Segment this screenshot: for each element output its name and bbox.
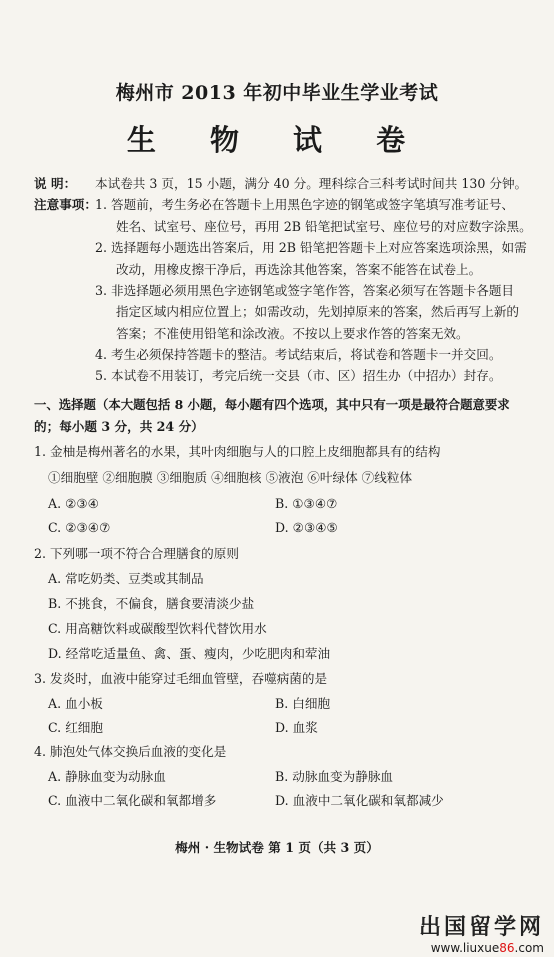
question-1-option-c: C. ②③④⑦ bbox=[48, 520, 111, 535]
instructions-label: 说 明： bbox=[34, 176, 77, 191]
exam-subject-title: 生 物 试 卷 bbox=[126, 123, 428, 157]
question-3-stem: 3. 发炎时，血液中能穿过毛细血管壁，吞噬病菌的是 bbox=[34, 671, 328, 686]
question-4-option-c: C. 血液中二氧化碳和氧都增多 bbox=[48, 793, 217, 808]
question-3-option-a: A. 血小板 bbox=[48, 696, 103, 711]
note-line: 改动，用橡皮擦干净后，再选涂其他答案，答案不能答在试卷上。 bbox=[116, 262, 482, 277]
note-line: 3. 非选择题必须用黑色字迹钢笔或签字笔作答，答案必须写在答题卡各题目 bbox=[95, 283, 515, 298]
question-2-option-b: B. 不挑食，不偏食，膳食要清淡少盐 bbox=[48, 596, 255, 611]
question-2-stem: 2. 下列哪一项不符合合理膳食的原则 bbox=[34, 546, 239, 561]
question-3-option-d: D. 血浆 bbox=[275, 720, 318, 735]
note-line: 1. 答题前，考生务必在答题卡上用黑色字迹的钢笔或签字笔填写准考证号、 bbox=[95, 197, 515, 212]
site-watermark bbox=[419, 910, 544, 955]
exam-title: 梅州市 2013 年初中毕业生学业考试 bbox=[115, 82, 439, 104]
question-4-option-b: B. 动脉血变为静脉血 bbox=[275, 769, 394, 784]
question-2-option-a: A. 常吃奶类、豆类或其制品 bbox=[48, 571, 204, 586]
section-heading-cont: 的；每小题 3 分，共 24 分） bbox=[34, 419, 204, 434]
note-line: 姓名、试室号、座位号，再用 2B 铅笔把试室号、座位号的对应数字涂黑。 bbox=[116, 219, 532, 234]
question-2-option-c: C. 用高糖饮料或碳酸型饮料代替饮用水 bbox=[48, 621, 267, 636]
notes-label: 注意事项： bbox=[34, 197, 97, 212]
question-1-option-b: B. ①③④⑦ bbox=[275, 496, 338, 511]
question-1-stem: 1. 金柚是梅州著名的水果，其叶肉细胞与人的口腔上皮细胞都具有的结构 bbox=[34, 444, 441, 459]
page-footer: 梅州 · 生物试卷 第 1 页（共 3 页） bbox=[175, 840, 379, 855]
question-2-option-d: D. 经常吃适量鱼、禽、蛋、瘦肉，少吃肥肉和荤油 bbox=[48, 646, 331, 661]
question-4-option-a: A. 静脉血变为动脉血 bbox=[48, 769, 166, 784]
instructions-text: 本试卷共 3 页，15 小题，满分 40 分。理科综合三科考试时间共 130 分钟。 bbox=[95, 176, 528, 191]
note-line: 答案；不准使用铅笔和涂改液。不按以上要求作答的答案无效。 bbox=[116, 326, 469, 341]
section-heading: 一、选择题（本大题包括 8 小题，每小题有四个选项，其中只有一项是最符合题意要求 bbox=[34, 397, 510, 412]
watermark-site-name: 出国留学网 bbox=[418, 915, 544, 940]
question-3-option-c: C. 红细胞 bbox=[48, 720, 103, 735]
question-1-option-d: D. ②③④⑤ bbox=[275, 520, 338, 535]
question-1-structures: ①细胞壁 ②细胞膜 ③细胞质 ④细胞核 ⑤液泡 ⑥叶绿体 ⑦线粒体 bbox=[48, 470, 413, 485]
note-line: 5. 本试卷不用装订，考完后统一交县（市、区）招生办（中招办）封存。 bbox=[95, 368, 502, 383]
note-line: 指定区域内相应位置上；如需改动，先划掉原来的答案，然后再写上新的 bbox=[116, 304, 519, 319]
note-line: 2. 选择题每小题选出答案后，用 2B 铅笔把答题卡上对应答案选项涂黑，如需 bbox=[95, 240, 527, 255]
note-line: 4. 考生必须保持答题卡的整洁。考试结束后，将试卷和答题卡一并交回。 bbox=[95, 347, 502, 362]
watermark-url: www.liuxue86.com bbox=[430, 941, 544, 955]
question-4-stem: 4. 肺泡处气体交换后血液的变化是 bbox=[34, 744, 227, 759]
question-1-option-a: A. ②③④ bbox=[48, 496, 99, 511]
question-4-option-d: D. 血液中二氧化碳和氧都减少 bbox=[275, 793, 444, 808]
question-3-option-b: B. 白细胞 bbox=[275, 696, 331, 711]
